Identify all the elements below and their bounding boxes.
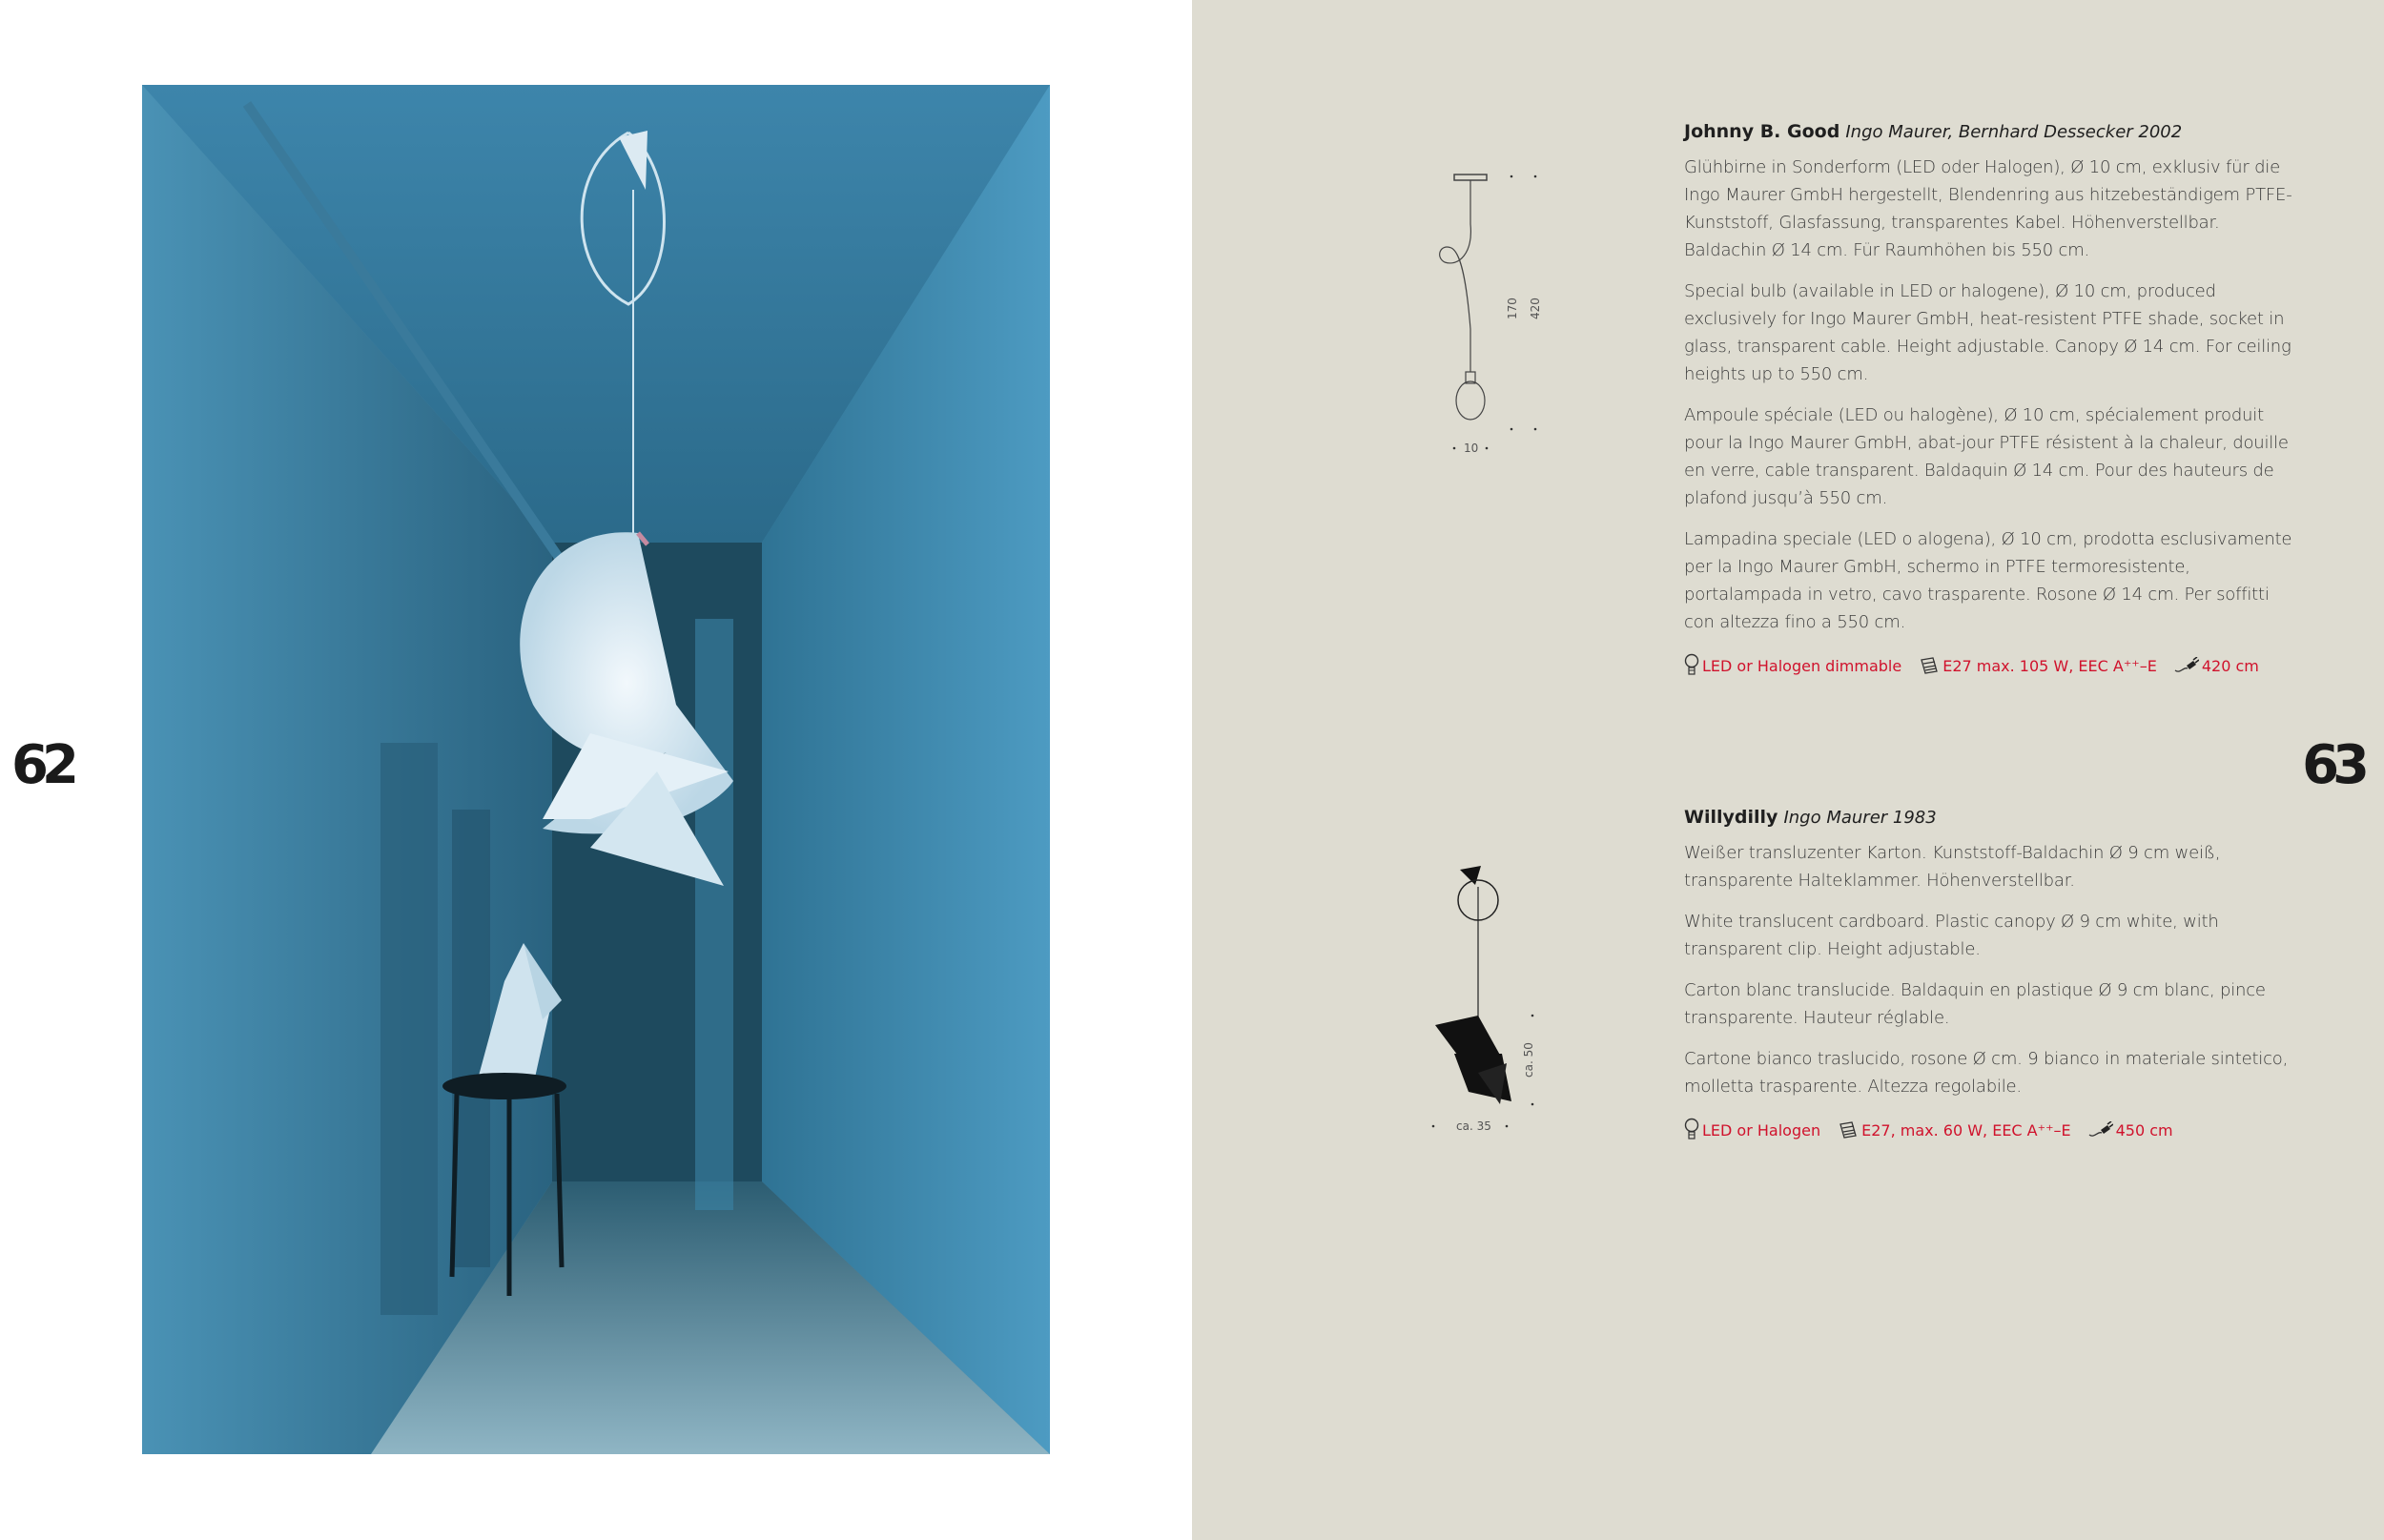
plug-icon — [2174, 657, 2199, 674]
description-it: Lampadina speciale (LED o alogena), Ø 10 cm, prodotta esclusivamente per la Ingo Maurer GmbH, schermo in PTFE termoresistente, portalampada in vetro, cavo trasparente. Rosone Ø 14 cm. Per soffitti con altezza fino a 550 cm. — [1684, 529, 2292, 632]
bulb-icon — [1684, 653, 1699, 678]
spec-socket — [1919, 656, 2157, 675]
plug-icon — [2088, 1121, 2113, 1139]
description-de: Glühbirne in Sonderform (LED oder Halogen), Ø 10 cm, exklusiv für die Ingo Maurer GmbH hergestellt, Blendenring aus hitzebeständigem PTFE-Kunststoff, Glasfassung, transparentes Kabel. Höhenverstellbar. Baldachin Ø 14 cm. Für Raumhöhen bis 550 cm. — [1684, 157, 2292, 260]
dim-ca50: ca. 50 — [1522, 1042, 1535, 1078]
product-willydilly — [1684, 807, 2294, 1142]
spec-lamp-text: LED or Halogen dimmable — [1702, 656, 1902, 675]
spec-cable — [2088, 1121, 2173, 1140]
spec-line — [1684, 1118, 2294, 1142]
product-title — [1684, 121, 2294, 142]
spec-socket — [1838, 1120, 2071, 1140]
spec-lamp — [1684, 653, 1901, 678]
dim-170: 170 — [1506, 298, 1519, 319]
spec-cable-text: 420 cm — [2201, 656, 2259, 675]
product-credit: Ingo Maurer, Bernhard Dessecker 2002 — [1845, 122, 2183, 142]
description-fr: Carton blanc translucide. Baldaquin en plastique Ø 9 cm blanc, pince transparente. Hauteur réglable. — [1684, 980, 2266, 1028]
dim-ca35: ca. 35 — [1456, 1119, 1491, 1133]
description-de: Weißer transluzenter Karton. Kunststoff-Baldachin Ø 9 cm weiß, transparente Halteklammer. Höhenverstellbar. — [1684, 843, 2221, 891]
product-credit: Ingo Maurer 1983 — [1783, 808, 1937, 828]
spec-socket-text: E27 max. 105 W, EEC A⁺⁺–E — [1942, 656, 2157, 675]
description-it: Cartone bianco traslucido, rosone Ø cm. 9 bianco in materiale sintetico, molletta trasparente. Altezza regolabile. — [1684, 1049, 2289, 1097]
spec-lamp-text: LED or Halogen — [1702, 1120, 1821, 1140]
description-en: White translucent cardboard. Plastic canopy Ø 9 cm white, with transparent clip. Height adjustable. — [1684, 912, 2219, 959]
spec-lamp — [1684, 1118, 1820, 1142]
product-johnny-b-good — [1684, 121, 2294, 678]
description-fr: Ampoule spéciale (LED ou halogène), Ø 10 cm, spécialement produit pour la Ingo Maurer GmbH, abat-jour PTFE résistent à la chaleur, douille en verre, cable transparent. Baldaquin Ø 14 cm. Pour des hauteurs de plafond jusqu’à 550 cm. — [1684, 405, 2289, 508]
dim-420: 420 — [1529, 298, 1542, 319]
willydilly-drawing — [1426, 858, 1559, 1144]
bulb-icon — [1684, 1118, 1699, 1142]
socket-icon — [1919, 656, 1940, 675]
page-number-right: 63 — [2302, 734, 2363, 796]
description-en: Special bulb (available in LED or halogene), Ø 10 cm, produced exclusively for Ingo Maurer GmbH, heat-resistent PTFE shade, socket in glass, transparent cable. Height adjustable. Canopy Ø 14 cm. For ceiling heights up to 550 cm. — [1684, 281, 2292, 384]
product-title — [1684, 807, 2294, 828]
socket-icon — [1838, 1120, 1859, 1140]
product-name: Willydilly — [1684, 807, 1778, 828]
page-number-left: 62 — [11, 734, 72, 796]
spec-line — [1684, 653, 2294, 678]
product-name: Johnny B. Good — [1684, 121, 1840, 142]
spec-socket-text: E27, max. 60 W, EEC A⁺⁺–E — [1861, 1120, 2071, 1140]
corridor-photo — [142, 85, 1050, 1454]
johnny-b-good-drawing — [1430, 167, 1564, 462]
spec-cable — [2174, 657, 2259, 675]
spec-cable-text: 450 cm — [2115, 1120, 2173, 1140]
dim-10: 10 — [1464, 441, 1479, 455]
